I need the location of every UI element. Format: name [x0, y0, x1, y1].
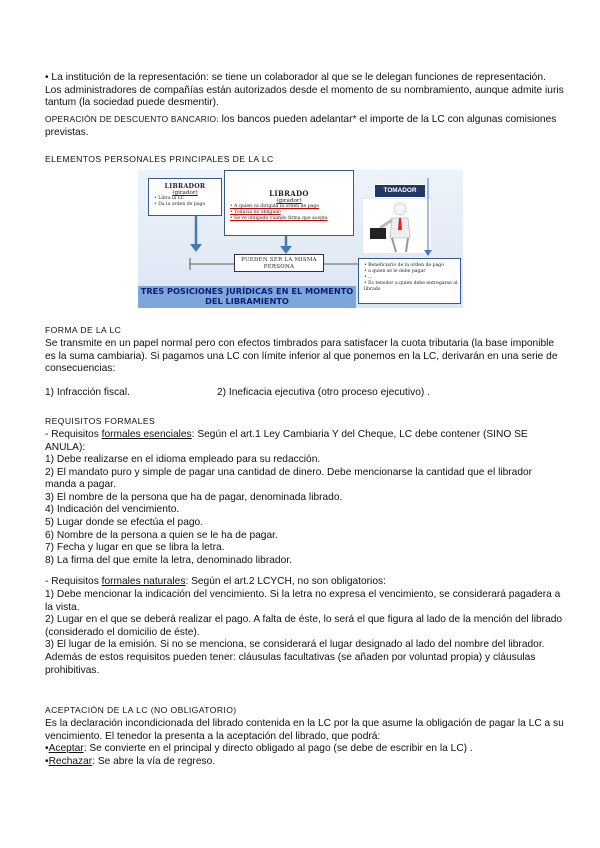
librador-item: • Libra la LC	[154, 196, 185, 201]
esenciales-text: : Según el art.1 Ley Cambiaria Y del Cheque, LC debe contener (SINO SE ANULA):	[45, 429, 528, 453]
list-item: 7) Fecha y lugar en que se libra la letra.	[45, 542, 225, 554]
banner-line: DEL LIBRAMIENTO	[205, 296, 289, 306]
bullet: •	[45, 756, 49, 767]
librado-item: • Todavía no obligado	[230, 210, 281, 215]
list-item: 4) Indicación del vencimiento.	[45, 504, 180, 516]
librador-item: • Da la orden de pago	[154, 202, 206, 207]
librado-item: • Se ve obligado cuando firma que acepta	[230, 216, 328, 221]
esenciales-intro	[45, 429, 565, 454]
consequence-item: 1) Infracción fiscal.	[45, 387, 130, 398]
naturales-term: formales naturales	[101, 576, 186, 587]
bullet: •	[45, 72, 49, 83]
tomador-item: • Beneficiario de la orden de pago	[364, 263, 445, 268]
esenciales-list	[45, 454, 565, 567]
descuento-text: los bancos pueden adelantar* el importe de la LC con algunas comisiones previstas.	[45, 114, 557, 138]
list-item: 3) El lugar de la emisión. Si no se menciona, se considerará el lugar designado al lado del nombre del librador.	[45, 639, 545, 651]
naturales-intro	[45, 576, 565, 589]
tomador-item: • a quien se le debe pagar	[364, 269, 426, 274]
descuento-paragraph	[45, 113, 565, 139]
naturales-list	[45, 589, 565, 677]
librado-item: • A quien va dirigida la orden de pago	[230, 204, 320, 209]
list-item: 3) El nombre de la persona que ha de pagar, denominada librado.	[45, 491, 343, 503]
misma-persona-box	[234, 254, 324, 272]
rechazar-item	[45, 756, 565, 769]
list-item: Además de estos requisitos pueden tener: cláusulas facultativas (se añaden por voluntad propia) y cláusulas prohibitivas.	[45, 651, 536, 676]
librador-sub: (girador)	[172, 190, 198, 196]
list-item: 2) Lugar en el que se deberá realizar el pago. A falta de éste, lo será el que figura al lado de la mención del librado (considerado el domicilio de éste).	[45, 614, 563, 638]
librado-title: LIBRADO	[269, 189, 309, 198]
rechazar-text: : Se abre la vía de regreso.	[92, 756, 216, 767]
tomador-item: • Es tenedor a quien debe entregarse al librado	[364, 281, 458, 292]
rechazar-term: Rechazar	[48, 756, 93, 767]
list-item: 5) Lugar donde se efectúa el pago.	[45, 516, 204, 528]
librador-title: LIBRADOR	[164, 183, 206, 190]
tomador-box	[358, 258, 461, 304]
requisitos-heading: REQUISITOS FORMALES	[45, 416, 156, 426]
descuento-label: OPERACIÓN DE DESCUENTO BANCARIO:	[45, 114, 219, 124]
list-item: 8) La firma del que emite la letra, denominado librador.	[45, 554, 292, 566]
esenciales-prefix: - Requisitos	[45, 429, 102, 440]
tres-posiciones-banner	[138, 286, 356, 308]
tomador-label: TOMADOR	[374, 184, 426, 198]
representacion-text: La institución de la representación: se tiene un colaborador al que se le delegan funciones de representación. Los administradores de compañías están autorizados desde el momento de su nombramiento, aunque admite iuris tantum (la sociedad puede desmentir).	[45, 72, 564, 109]
bullet: •	[45, 743, 49, 754]
intro-paragraph	[45, 72, 565, 110]
list-item: 6) Nombre de la persona a quien se le ha de pagar.	[45, 529, 278, 541]
naturales-prefix: - Requisitos	[45, 576, 102, 587]
aceptar-term: Aceptar	[48, 743, 84, 754]
librado-sub: (girador)	[276, 198, 302, 204]
aceptar-item	[45, 743, 565, 756]
banner-line: TRES POSICIONES JURÍDICAS EN EL MOMENTO	[140, 286, 354, 296]
forma-heading: FORMA DE LA LC	[45, 325, 122, 335]
aceptacion-text: Es la declaración incondicionada del librado contenida en la LC por la que asume la obligación de pagar la LC a su vencimiento. El tenedor la presenta a la aceptación del librado, que podrá:	[45, 718, 564, 742]
forma-text: Se transmite en un papel normal pero con efectos timbrados para satisfacer la cuota tributaria (la base imponible es la suma cambiaria). Si pagamos una LC con límite inferior al que ponemos en la LC, derivarán en una serie de consecuencias:	[45, 338, 558, 375]
forma-consequences	[45, 387, 565, 400]
consequence-item: 2) Ineficacia ejecutiva (otro proceso ejecutivo) .	[217, 387, 430, 398]
misma-persona-text: PUEDEN SER LA MISMA PERSONA	[241, 257, 317, 270]
elementos-diagram	[138, 170, 463, 308]
naturales-text: : Según el art.2 LCYCH, no son obligatorios:	[185, 576, 386, 587]
tomador-item: • ...	[364, 275, 373, 280]
list-item: 1) Debe mencionar la indicación del vencimiento. Si la letra no expresa el vencimiento, se considerará pagadera a la vista.	[45, 589, 561, 613]
list-item: 1) Debe realizarse en el idioma empleado para su redacción.	[45, 454, 321, 465]
list-item: 2) El mandato puro y simple de pagar una cantidad de dinero. Debe mencionarse la cantidad que el librador manda a pagar.	[45, 466, 533, 491]
esenciales-term: formales esenciales	[101, 429, 192, 440]
aceptacion-heading: ACEPTACIÓN DE LA LC (NO OBLIGATORIO)	[45, 705, 237, 715]
aceptar-text: : Se convierte en el principal y directo obligado al pago (se debe de escribir en la LC) .	[83, 743, 473, 754]
elementos-heading: ELEMENTOS PERSONALES PRINCIPALES DE LA LC	[45, 154, 274, 164]
